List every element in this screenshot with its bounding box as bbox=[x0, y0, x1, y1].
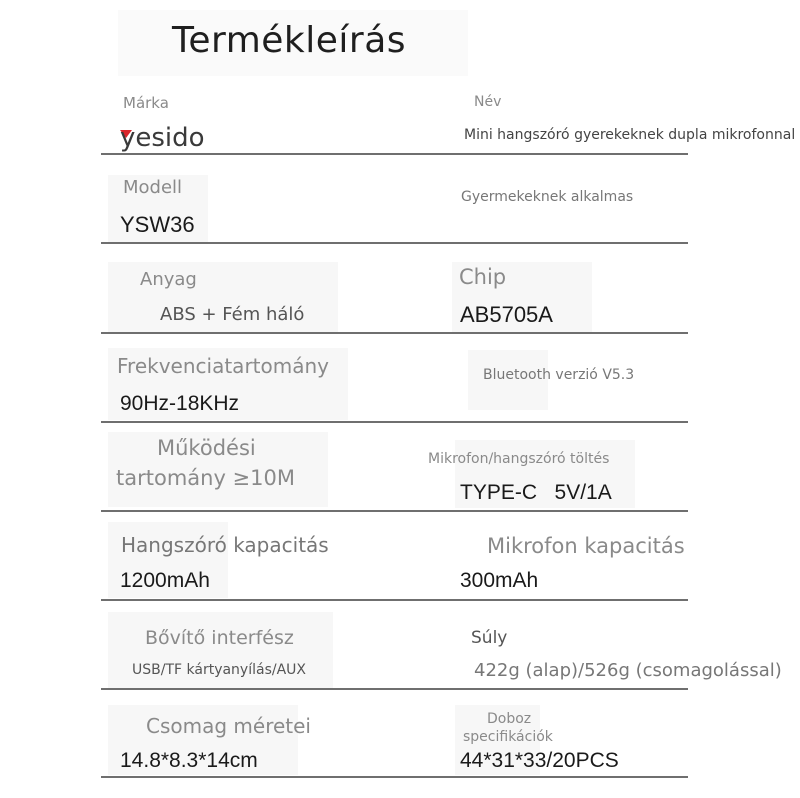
speaker-capacity-label: Hangszóró kapacitás bbox=[121, 533, 329, 557]
range-label-line1: Működési bbox=[157, 436, 256, 460]
age-suitability-label: Gyermekeknek alkalmas bbox=[461, 189, 634, 205]
weight-label: Súly bbox=[471, 628, 508, 648]
row-divider bbox=[101, 153, 688, 155]
svg-text:yesido: yesido bbox=[120, 123, 205, 152]
box-spec-value: 44*31*33/20PCS bbox=[460, 749, 619, 772]
package-size-label: Csomag méretei bbox=[146, 714, 311, 738]
row-divider bbox=[101, 688, 688, 690]
brand-label: Márka bbox=[123, 94, 169, 112]
row-divider bbox=[101, 242, 688, 244]
chip-value: AB5705A bbox=[460, 302, 553, 327]
row-divider bbox=[101, 332, 688, 334]
material-label: Anyag bbox=[140, 269, 197, 290]
bluetooth-label: Bluetooth verzió V5.3 bbox=[483, 367, 635, 383]
row-divider bbox=[101, 421, 688, 423]
chip-label: Chip bbox=[459, 265, 507, 289]
model-label: Modell bbox=[123, 177, 183, 198]
range-label-line2: tartomány ≥10M bbox=[116, 466, 295, 490]
name-value: Mini hangszóró gyerekeknek dupla mikrofonnal bbox=[464, 127, 796, 143]
row-divider bbox=[101, 599, 688, 601]
page-title: Termékleírás bbox=[172, 20, 407, 61]
row-divider bbox=[101, 776, 688, 778]
expansion-value: USB/TF kártyanyílás/AUX bbox=[132, 662, 307, 678]
speaker-capacity-value: 1200mAh bbox=[120, 569, 210, 592]
weight-value: 422g (alap)/526g (csomagolással) bbox=[474, 660, 782, 681]
yesido-logo-icon bbox=[118, 120, 230, 152]
box-spec-label-line1: Doboz bbox=[487, 711, 532, 727]
row-divider bbox=[101, 510, 688, 512]
mic-capacity-label: Mikrofon kapacitás bbox=[487, 534, 685, 558]
package-size-value: 14.8*8.3*14cm bbox=[120, 749, 258, 772]
brand-logo bbox=[118, 120, 230, 152]
frequency-value: 90Hz-18KHz bbox=[120, 392, 240, 415]
charging-label: Mikrofon/hangszóró töltés bbox=[428, 451, 610, 467]
frequency-label: Frekvenciatartomány bbox=[117, 354, 329, 378]
name-label: Név bbox=[474, 94, 502, 110]
charging-value: TYPE-C 5V/1A bbox=[460, 481, 612, 504]
material-value: ABS + Fém háló bbox=[160, 304, 305, 325]
mic-capacity-value: 300mAh bbox=[460, 569, 539, 592]
expansion-label: Bővítő interfész bbox=[145, 627, 294, 649]
model-value: YSW36 bbox=[120, 212, 195, 237]
box-spec-label-line2: specifikációk bbox=[463, 729, 553, 745]
